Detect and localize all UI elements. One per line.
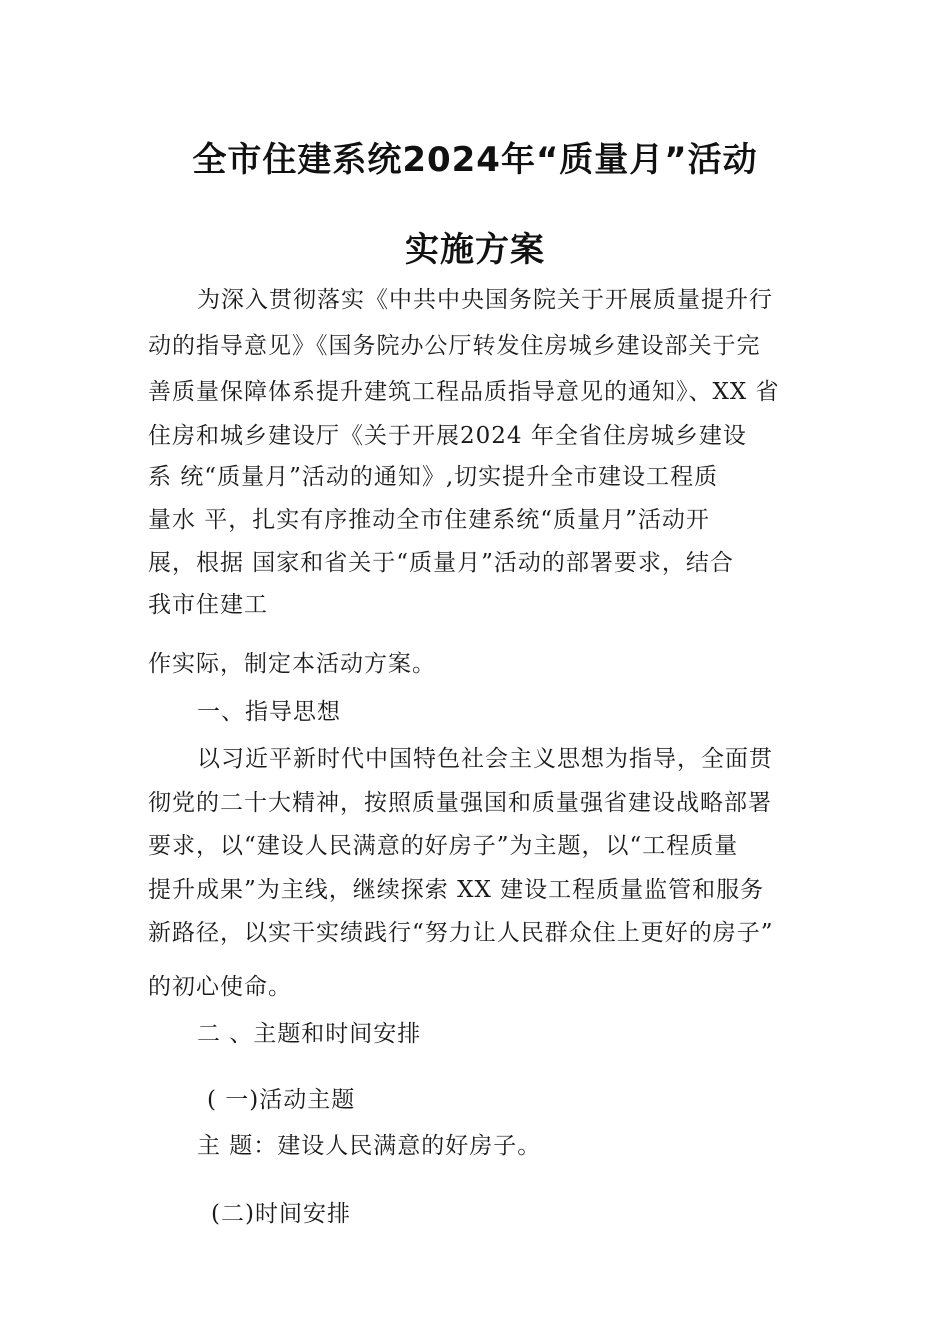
document-title-line-1: 全市住建系统2024年“质量月”活动 — [192, 140, 758, 180]
intro-line-3: 善质量保障体系提升建筑工程品质指导意见的通知》、XX 省 — [148, 379, 780, 405]
intro-line-6: 量水 平，扎实有序推动全市住建系统“质量月”活动开 — [148, 507, 710, 533]
subsection-1-text: 主 题：建设人民满意的好房子。 — [197, 1133, 542, 1159]
section-1-line-6: 的初心使命。 — [148, 974, 292, 1000]
intro-line-2: 动的指导意见》《国务院办公厅转发住房城乡建设部关于完 — [148, 333, 761, 359]
section-1-line-2: 彻党的二十大精神，按照质量强国和质量强省建设战略部署 — [148, 790, 772, 816]
document-title-line-2: 实施方案 — [405, 230, 545, 270]
intro-line-7: 展，根据 国家和省关于“质量月”活动的部署要求，结合 — [148, 550, 734, 576]
intro-line-5: 系 统“质量月”活动的通知》,切实提升全市建设工程质 — [148, 464, 719, 490]
section-1-line-4: 提升成果”为主线，继续探索 XX 建设工程质量监管和服务 — [148, 877, 765, 903]
section-1-line-1: 以习近平新时代中国特色社会主义思想为指导，全面贯 — [197, 746, 773, 772]
intro-line-4: 住房和城乡建设厅《关于开展2024 年全省住房城乡建设 — [148, 423, 747, 449]
intro-line-9: 作实际，制定本活动方案。 — [148, 651, 436, 677]
section-1-heading: 一、指导思想 — [197, 699, 341, 725]
section-1-line-5: 新路径，以实干实绩践行“努力让人民群众住上更好的房子” — [148, 920, 774, 946]
intro-line-1: 为深入贯彻落实《中共中央国务院关于开展质量提升行 — [197, 287, 773, 313]
subsection-2-heading: (二)时间安排 — [211, 1201, 351, 1227]
section-1-line-3: 要求，以“建设人民满意的好房子”为主题，以“工程质量 — [148, 833, 739, 859]
section-2-heading: 二 、主题和时间安排 — [197, 1021, 422, 1047]
intro-line-8: 我市住建工 — [148, 592, 268, 618]
subsection-1-heading: ( 一)活动主题 — [207, 1087, 356, 1113]
